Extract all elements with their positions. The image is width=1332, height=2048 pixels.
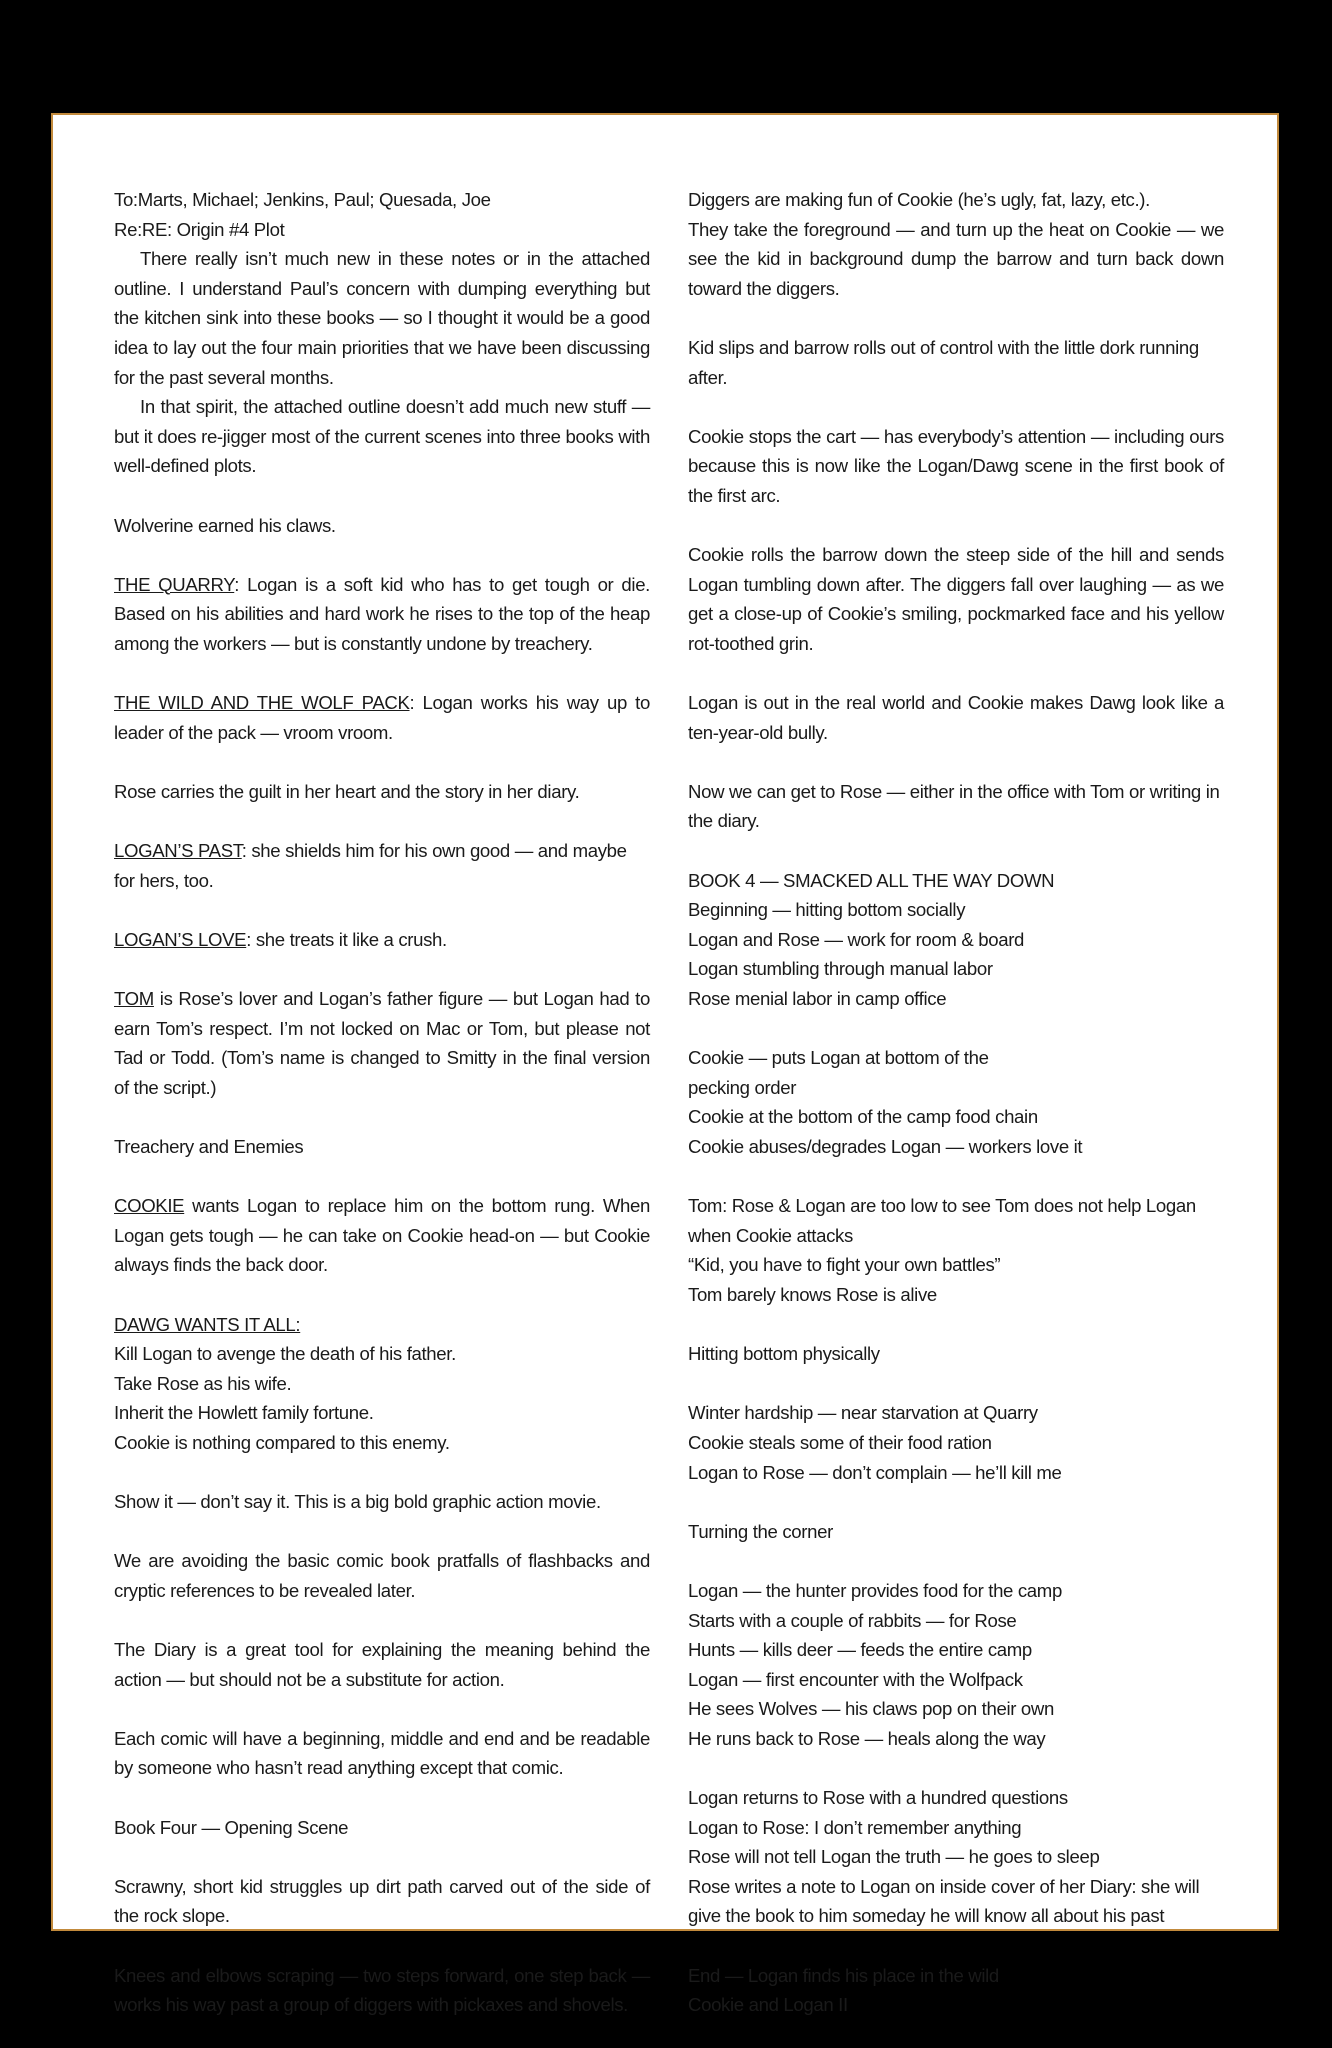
cookie-rolls-paragraph: Cookie rolls the barrow down the steep side of the hill and sends Logan tumbling down after. The diggers fall over laughing — as we get a close-up of Cookie’s smiling, pockmarked face and his yellow rot-toothed grin. (688, 544, 1224, 654)
turning-heading: Turning the corner (688, 1520, 833, 1542)
love-heading: LOGAN’S LOVE (114, 928, 247, 950)
wild-paragraph (114, 688, 650, 747)
list-item: Beginning — hitting bottom socially (688, 899, 966, 921)
love-text: : she treats it like a crush. (246, 928, 447, 950)
wild-heading: THE WILD AND THE WOLF PACK (114, 692, 410, 714)
dawg-item: Kill Logan to avenge the death of his father. (114, 1343, 456, 1365)
intro-paragraph-2: In that spirit, the attached outline doesn’t add much new stuff — but it does re-jigger most of the current scenes into three books with well-defined plots. (114, 396, 650, 477)
list-item: Rose menial labor in camp office (688, 988, 947, 1010)
cookie-heading: COOKIE (114, 1195, 185, 1217)
list-item: He sees Wolves — his claws pop on their own (688, 1698, 1054, 1720)
list-item: Starts with a couple of rabbits — for Rose (688, 1609, 1017, 1631)
scrawny-paragraph: Scrawny, short kid struggles up dirt path carved out of the side of the rock slope. (114, 1875, 650, 1927)
each-comic-paragraph: Each comic will have a beginning, middle and end and be readable by someone who hasn’t read anything except that comic. (114, 1727, 650, 1779)
quarry-heading: THE QUARRY (114, 573, 235, 595)
tom-text: is Rose’s lover and Logan’s father figure — but Logan had to earn Tom’s respect. I’m not locked on Mac or Tom, but please not Tad or Todd. (Tom’s name is changed to Smitty in the final version of the script.) (114, 988, 650, 1098)
quarry-paragraph (114, 570, 650, 659)
book4-heading: BOOK 4 — SMACKED ALL THE WAY DOWN (688, 869, 1055, 891)
now-rose-line: Now we can get to Rose — either in the office with Tom or writing in the diary. (688, 780, 1220, 832)
real-world-paragraph: Logan is out in the real world and Cookie makes Dawg look like a ten-year-old bully. (688, 692, 1224, 743)
list-item: pecking order (688, 1076, 797, 1098)
tom-heading: TOM (114, 988, 154, 1010)
memo-re: Re:RE: Origin #4 Plot (114, 218, 285, 240)
treachery-heading: Treachery and Enemies (114, 1136, 304, 1157)
quarry-text: : Logan is a soft kid who has to get tough or die. Based on his abilities and hard work he rises to the top of the heap among the workers — but is constantly undone by treachery. (114, 573, 650, 654)
list-item: Cookie abuses/degrades Logan — workers love it (688, 1136, 1083, 1157)
list-item: Logan to Rose: I don’t remember anything (688, 1816, 1022, 1838)
memo-to: To:Marts, Michael; Jenkins, Paul; Quesada, Joe (114, 189, 491, 210)
cookie-stops-paragraph: Cookie stops the cart — has everybody’s attention — including ours because this is now like the Logan/Dawg scene in the first book of the first arc. (688, 425, 1224, 506)
list-item: Rose writes a note to Logan on inside cover of her Diary: she will give the book to him someday he will know all about his past (688, 1875, 1200, 1927)
right-column (688, 185, 1224, 2020)
list-item: Tom barely knows Rose is alive (688, 1283, 937, 1305)
list-item: Logan returns to Rose with a hundred questions (688, 1787, 1068, 1809)
diggers-line: Diggers are making fun of Cookie (he’s ugly, fat, lazy, etc.). (688, 189, 1150, 210)
intro-paragraph-1: There really isn’t much new in these notes or in the attached outline. I understand Paul’s concern with dumping everything but the kitchen sink into these books — so I thought it would be a good idea to lay out the four main priorities that we have been discussing for the past several months. (114, 248, 650, 388)
dawg-item: Cookie is nothing compared to this enemy. (114, 1431, 450, 1453)
list-item: Logan — first encounter with the Wolfpack (688, 1668, 1023, 1690)
list-item: “Kid, you have to fight your own battles” (688, 1254, 1001, 1276)
dawg-heading: DAWG WANTS IT ALL: (114, 1313, 301, 1335)
list-item: Winter hardship — near starvation at Quarry (688, 1402, 1038, 1424)
book-four-heading: Book Four — Opening Scene (114, 1816, 349, 1838)
list-item: Logan stumbling through manual labor (688, 958, 993, 980)
list-item: Cookie steals some of their food ration (688, 1431, 992, 1453)
past-text: : she shields him for his own good — and maybe for hers, too. (114, 840, 627, 891)
dawg-item: Take Rose as his wife. (114, 1372, 292, 1394)
list-item: Hunts — kills deer — feeds the entire camp (688, 1639, 1032, 1661)
claws-line: Wolverine earned his claws. (114, 514, 336, 536)
left-column (114, 185, 650, 2020)
diggers-paragraph: They take the foreground — and turn up the heat on Cookie — we see the kid in background dump the barrow and turn back down toward the diggers. (688, 218, 1224, 299)
show-it-line: Show it — don’t say it. This is a big bold graphic action movie. (114, 1491, 601, 1513)
document-page (51, 113, 1279, 2016)
knees-paragraph: Knees and elbows scraping — two steps forward, one step back — works his way past a group of diggers with pickaxes and shovels. (114, 1964, 650, 2016)
avoiding-paragraph: We are avoiding the basic comic book pratfalls of flashbacks and cryptic references to be revealed later. (114, 1550, 650, 1601)
tom-paragraph (114, 984, 650, 1102)
cookie-paragraph (114, 1191, 650, 1280)
list-item: Cookie at the bottom of the camp food chain (688, 1106, 1038, 1128)
hitting-bottom-heading: Hitting bottom physically (688, 1343, 880, 1365)
list-item: Tom: Rose & Logan are too low to see Tom does not help Logan when Cookie attacks (688, 1195, 1196, 1246)
wild-text: : Logan works his way up to leader of the pack — vroom vroom. (114, 692, 650, 743)
list-item: Logan and Rose — work for room & board (688, 928, 1025, 950)
rose-guilt-line: Rose carries the guilt in her heart and the story in her diary. (114, 780, 580, 802)
past-heading: LOGAN’S PAST (114, 840, 242, 862)
love-paragraph (114, 925, 650, 955)
list-item: Rose will not tell Logan the truth — he goes to sleep (688, 1846, 1100, 1868)
dawg-item: Inherit the Howlett family fortune. (114, 1402, 374, 1424)
list-item: He runs back to Rose — heals along the way (688, 1727, 1046, 1749)
list-item: Logan — the hunter provides food for the camp (688, 1579, 1062, 1601)
list-item: Cookie and Logan II (688, 1994, 848, 2016)
cookie-text: wants Logan to replace him on the bottom rung. When Logan gets tough — he can take on Cookie head-on — but Cookie always finds the back door. (114, 1195, 650, 1276)
diary-tool-paragraph: The Diary is a great tool for explaining the meaning behind the action — but should not be a substitute for action. (114, 1639, 650, 1690)
past-paragraph (114, 836, 650, 895)
list-item: Cookie — puts Logan at bottom of the (688, 1047, 989, 1069)
list-item: Logan to Rose — don’t complain — he’ll kill me (688, 1461, 1062, 1483)
list-item: End — Logan finds his place in the wild (688, 1964, 999, 1986)
kid-slips-line: Kid slips and barrow rolls out of control with the little dork running after. (688, 336, 1199, 388)
